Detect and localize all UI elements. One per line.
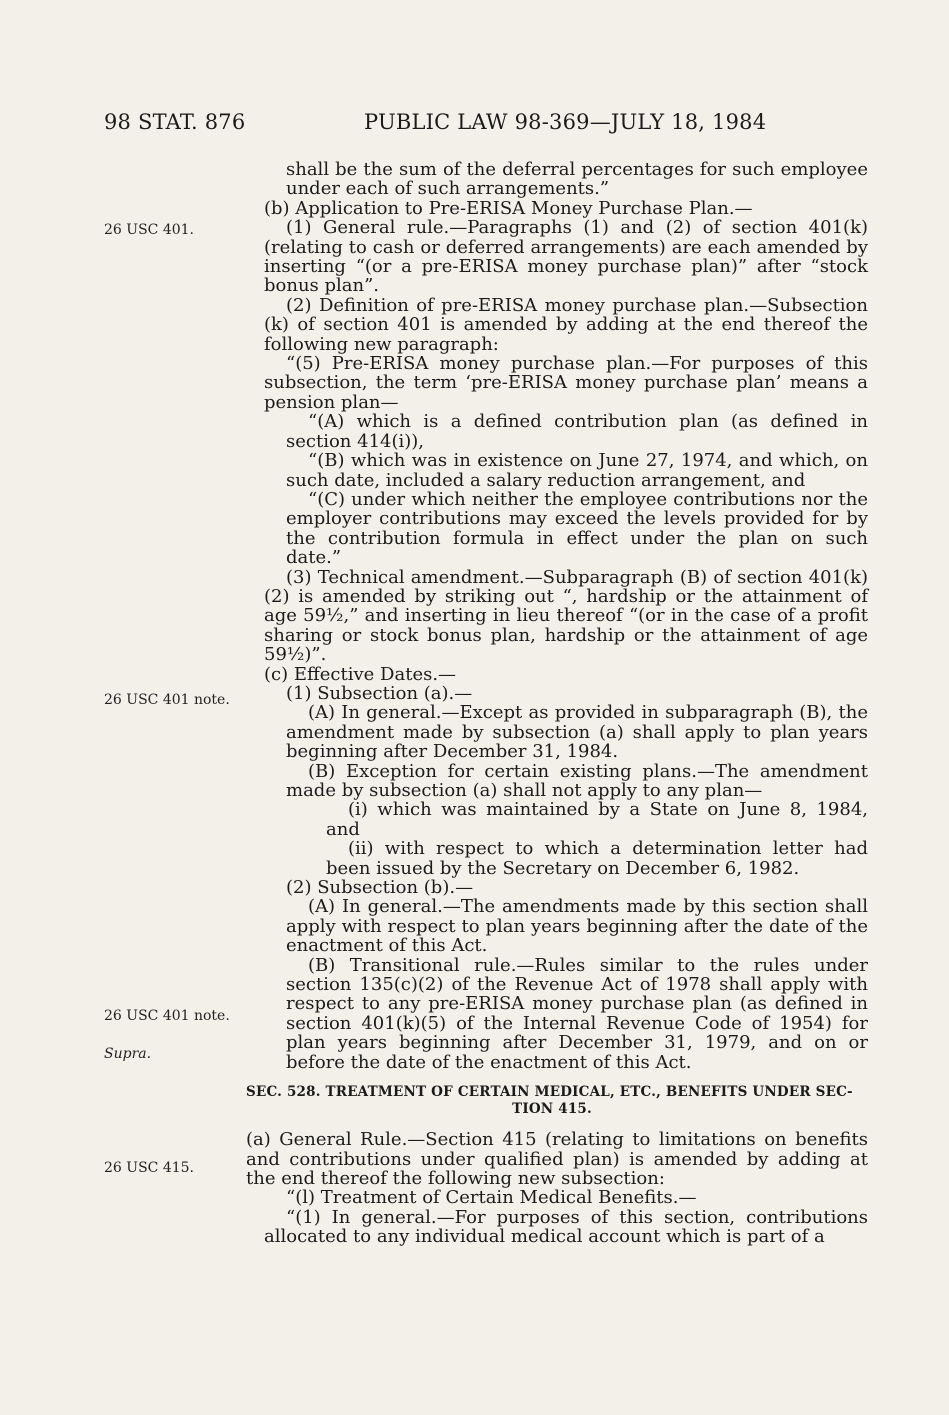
statute-body	[246, 160, 868, 1247]
paragraph: (1) General rule.—Paragraphs (1) and (2) of section 401(k) (relating to cash or deferred arrangements) are each amended by inserting “(or a pre-ERISA money purchase plan)” after “stock bonus plan”.	[264, 217, 868, 297]
page-number-header: 98 STAT. 876	[104, 110, 246, 134]
paragraph: (3) Technical amendment.—Subparagraph (B) of section 401(k)(2) is amended by striking out “, hardship or the attainment of age 59½,” and inserting in lieu thereof “(or in the case of a profit sharing or stock bonus plan, hardship or the attainment of age 59½)”.	[264, 566, 868, 666]
margin-note-usc-401: 26 USC 401.	[104, 222, 194, 238]
paragraph: “(A) which is a defined contribution plan (as defined in section 414(i)),	[286, 411, 868, 452]
paragraph: (a) General Rule.—Section 415 (relating to limitations on benefits and contributions under qualified plan) is amended by adding at the end thereof the following new subsection:	[246, 1129, 868, 1189]
margin-note-usc-401-note: 26 USC 401 note.	[104, 692, 230, 708]
paragraph: “(l) Treatment of Certain Medical Benefits.—	[286, 1187, 697, 1209]
paragraph: (B) Exception for certain existing plans.—The amendment made by subsection (a) shall not apply to any plan—	[286, 760, 868, 801]
paragraph: (ii) with respect to which a determination letter had been issued by the Secretary on December 6, 1982.	[326, 838, 868, 879]
section-heading-line2: TION 415.	[512, 1101, 592, 1118]
paragraph: “(C) under which neither the employee contributions nor the employer contributions may exceed the levels provided for by the contribution formula in effect under the plan on such date.”	[286, 488, 868, 569]
paragraph: (i) which was maintained by a State on June 8, 1984, and	[326, 799, 868, 840]
margin-note-usc-415: 26 USC 415.	[104, 1160, 194, 1176]
margin-note-supra: Supra.	[104, 1046, 152, 1062]
paragraph: “(1) In general.—For purposes of this section, contributions allocated to any individual medical account which is part of a	[264, 1206, 868, 1248]
paragraph: (A) In general.—Except as provided in subparagraph (B), the amendment made by subsection (a) shall apply to plan years beginning after December 31, 1984.	[286, 702, 868, 763]
margin-note-usc-401-note-2: 26 USC 401 note.	[104, 1008, 230, 1024]
paragraph: (B) Transitional rule.—Rules similar to the rules under section 135(c)(2) of the Revenue Act of 1978 shall apply with respect to any pre-ERISA money purchase plan (as defined in section 401(k)(5) of the Internal Revenue Code of 1954) for plan years beginning after December 31, 1979, and on or before the date of the enactment of this Act.	[286, 954, 868, 1073]
paragraph: (2) Definition of pre-ERISA money purchase plan.—Subsection (k) of section 401 is amended by adding at the end thereof the following new paragraph:	[264, 294, 868, 355]
paragraph: “(B) which was in existence on June 27, 1974, and which, on such date, included a salary reduction arrangement, and	[286, 450, 868, 491]
subsection-heading-c: (c) Effective Dates.—	[264, 663, 457, 685]
subsection-heading-b: (b) Application to Pre-ERISA Money Purchase Plan.—	[264, 197, 753, 219]
law-title-header: PUBLIC LAW 98-369—JULY 18, 1984	[364, 110, 767, 134]
paragraph: (1) Subsection (a).—	[286, 682, 473, 704]
section-heading	[246, 1084, 868, 1118]
paragraph: “(5) Pre-ERISA money purchase plan.—For purposes of this subsection, the term ‘pre-ERISA money purchase plan’ means a pension plan—	[264, 353, 868, 413]
paragraph: (2) Subsection (b).—	[286, 877, 474, 899]
paragraph: shall be the sum of the deferral percentages for such employee under each of such arrangements.”	[286, 159, 868, 200]
paragraph: (A) In general.—The amendments made by this section shall apply with respect to plan years beginning after the date of the enactment of this Act.	[286, 896, 868, 957]
section-heading-line1: SEC. 528. TREATMENT OF CERTAIN MEDICAL, ETC., BENEFITS UNDER SEC-	[246, 1084, 853, 1101]
